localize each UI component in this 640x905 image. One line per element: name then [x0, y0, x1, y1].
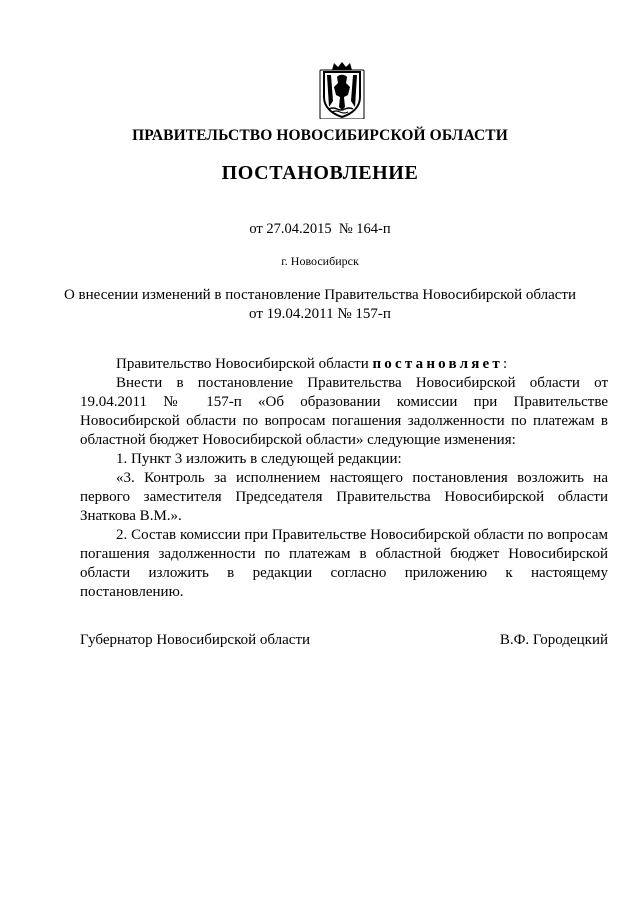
- document-body: [80, 355, 608, 602]
- paragraph-decree: [80, 355, 608, 374]
- document-title-line-1: О внесении изменений в постановление Правительства Новосибирской области: [63, 287, 577, 303]
- document-title-line-2: от 19.04.2011 № 157-п: [249, 306, 391, 322]
- signature-name: В.Ф. Городецкий: [499, 632, 608, 648]
- document-date-number: от 27.04.2015 № 164-п: [249, 221, 391, 237]
- government-name: ПРАВИТЕЛЬСТВО НОВОСИБИРСКОЙ ОБЛАСТИ: [132, 127, 508, 144]
- decree-lead: Правительство Новосибирской области: [116, 356, 373, 372]
- document-title: [0, 286, 640, 324]
- decree-tail: :: [502, 356, 508, 372]
- paragraph-item-1: 1. Пункт 3 изложить в следующей редакции:: [116, 451, 402, 467]
- paragraph-item-1-text: «3. Контроль за исполнением настоящего постановления возложить на первого заместителя Председателя Правительства Новосибирской области Знаткова В.М.».: [80, 470, 608, 524]
- coat-of-arms-icon: [317, 61, 367, 119]
- signature-position: Губернатор Новосибирской области: [80, 632, 311, 648]
- paragraph-amend: Внести в постановление Правительства Новосибирской области от 19.04.2011 № 157-п «Об образовании комиссии при Правительстве Новосибирской области по вопросам погашения задолженности по платежам в областной бюджет Новосибирской области» следующие изменения:: [80, 375, 608, 448]
- decree-word: постановляет: [372, 356, 503, 372]
- document-city: г. Новосибирск: [281, 254, 359, 268]
- document-type: ПОСТАНОВЛЕНИЕ: [221, 162, 419, 184]
- paragraph-item-2: 2. Состав комиссии при Правительстве Новосибирской области по вопросам погашения задолженности по платежам в областной бюджет Новосибирской области изложить в редакции согласно приложению к настоящему постановлению.: [80, 527, 608, 600]
